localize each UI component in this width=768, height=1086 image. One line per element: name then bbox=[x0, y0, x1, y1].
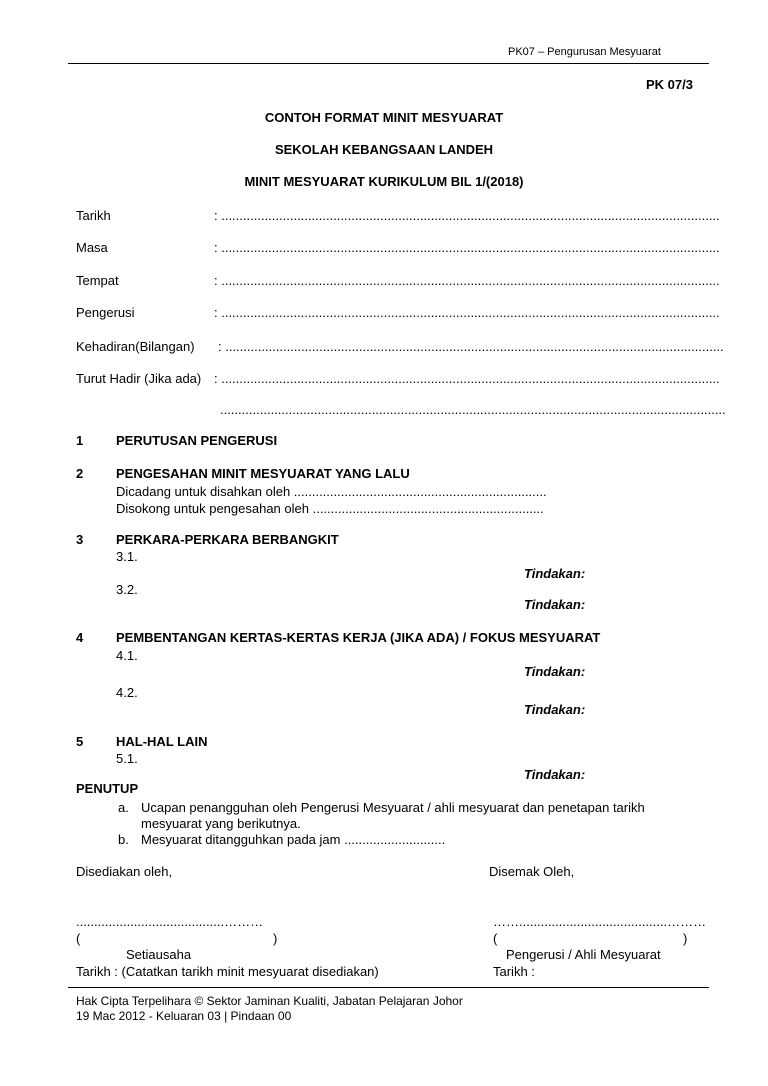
section-number-5: 5 bbox=[76, 734, 84, 749]
secretary-role: Setiausaha bbox=[126, 947, 192, 962]
item-5-1: 5.1. bbox=[116, 751, 138, 766]
closing-b-text: Mesyuarat ditangguhkan pada jam ............................ bbox=[141, 832, 446, 847]
field-label-tempat: Tempat bbox=[76, 273, 119, 288]
field-dots-tarikh: : .......................................................................................................................................... bbox=[214, 208, 720, 223]
chairman-role: Pengerusi / Ahli Mesyuarat bbox=[506, 947, 661, 962]
title-school: SEKOLAH KEBANGSAAN LANDEH bbox=[274, 142, 494, 157]
reviewed-signature-dots: …….........................................……… bbox=[493, 914, 707, 929]
title-meeting: MINIT MESYUARAT KURIKULUM BIL 1/(2018) bbox=[244, 174, 524, 189]
section-title-4: PEMBENTANGAN KERTAS-KERTAS KERJA (JIKA ADA) / FOKUS MESYUARAT bbox=[116, 630, 601, 645]
reviewed-by-heading: Disemak Oleh, bbox=[489, 864, 575, 879]
footer-version: 19 Mac 2012 - Keluaran 03 | Pindaan 00 bbox=[76, 1009, 292, 1023]
field-dots-tempat: : .......................................................................................................................................... bbox=[214, 273, 720, 288]
field-label-kehadiran: Kehadiran(Bilangan) bbox=[76, 339, 195, 354]
section-title-2: PENGESAHAN MINIT MESYUARAT YANG LALU bbox=[116, 466, 410, 481]
footer-copyright: Hak Cipta Terpelihara © Sektor Jaminan Kualiti, Jabatan Pelajaran Johor bbox=[76, 994, 463, 1008]
section-title-1: PERUTUSAN PENGERUSI bbox=[116, 433, 278, 448]
prepared-date: Tarikh : (Catatkan tarikh minit mesyuarat disediakan) bbox=[76, 964, 379, 979]
section-number-3: 3 bbox=[76, 532, 84, 547]
field-dots-pengerusi: : .......................................................................................................................................... bbox=[214, 305, 720, 320]
item-4-2: 4.2. bbox=[116, 685, 138, 700]
item-4-1: 4.1. bbox=[116, 648, 138, 663]
prepared-close-paren: ) bbox=[273, 931, 278, 946]
closing-b-marker: b. bbox=[118, 832, 129, 847]
action-label-3-1: Tindakan: bbox=[524, 566, 586, 581]
action-label-4-1: Tindakan: bbox=[524, 664, 586, 679]
field-dots-kehadiran: : .......................................................................................................................................... bbox=[218, 339, 724, 354]
document-code: PK 07/3 bbox=[646, 77, 693, 92]
prepared-by-heading: Disediakan oleh, bbox=[76, 864, 173, 879]
action-label-3-2: Tindakan: bbox=[524, 597, 586, 612]
section-number-4: 4 bbox=[76, 630, 84, 645]
item-3-1: 3.1. bbox=[116, 549, 138, 564]
section-title-3: PERKARA-PERKARA BERBANGKIT bbox=[116, 532, 339, 547]
proposer-line: Dicadang untuk disahkan oleh ...................................................................... bbox=[116, 484, 547, 499]
reviewed-date: Tarikh : bbox=[493, 964, 535, 979]
section-title-5: HAL-HAL LAIN bbox=[116, 734, 208, 749]
header-rule bbox=[68, 63, 709, 64]
footer-rule bbox=[68, 987, 709, 988]
reviewed-close-paren: ) bbox=[683, 931, 688, 946]
prepared-open-paren: ( bbox=[76, 931, 81, 946]
closing-title: PENUTUP bbox=[76, 781, 139, 796]
action-label-5-1: Tindakan: bbox=[524, 767, 586, 782]
closing-a-marker: a. bbox=[118, 800, 129, 815]
field-label-tarikh: Tarikh bbox=[76, 208, 111, 223]
item-3-2: 3.2. bbox=[116, 582, 138, 597]
section-number-1: 1 bbox=[76, 433, 84, 448]
field-dots-masa: : .......................................................................................................................................... bbox=[214, 240, 720, 255]
field-label-turut-hadir: Turut Hadir (Jika ada) bbox=[76, 371, 202, 386]
prepared-signature-dots: .........................................……… bbox=[76, 914, 264, 929]
action-label-4-2: Tindakan: bbox=[524, 702, 586, 717]
closing-a-line1: Ucapan penangguhan oleh Pengerusi Mesyuarat / ahli mesyuarat dan penetapan tarikh bbox=[141, 800, 645, 815]
field-label-pengerusi: Pengerusi bbox=[76, 305, 135, 320]
section-number-2: 2 bbox=[76, 466, 84, 481]
field-dots-turut-hadir: : .......................................................................................................................................... bbox=[214, 371, 720, 386]
document-reference: PK07 – Pengurusan Mesyuarat bbox=[508, 46, 661, 58]
closing-a-line2: mesyuarat yang berikutnya. bbox=[141, 816, 301, 831]
field-label-masa: Masa bbox=[76, 240, 108, 255]
reviewed-open-paren: ( bbox=[493, 931, 498, 946]
field-dots-extra: ............................................................................................................................................ bbox=[220, 402, 726, 417]
seconder-line: Disokong untuk pengesahan oleh ................................................................ bbox=[116, 501, 544, 516]
title-format: CONTOH FORMAT MINIT MESYUARAT bbox=[264, 110, 504, 125]
